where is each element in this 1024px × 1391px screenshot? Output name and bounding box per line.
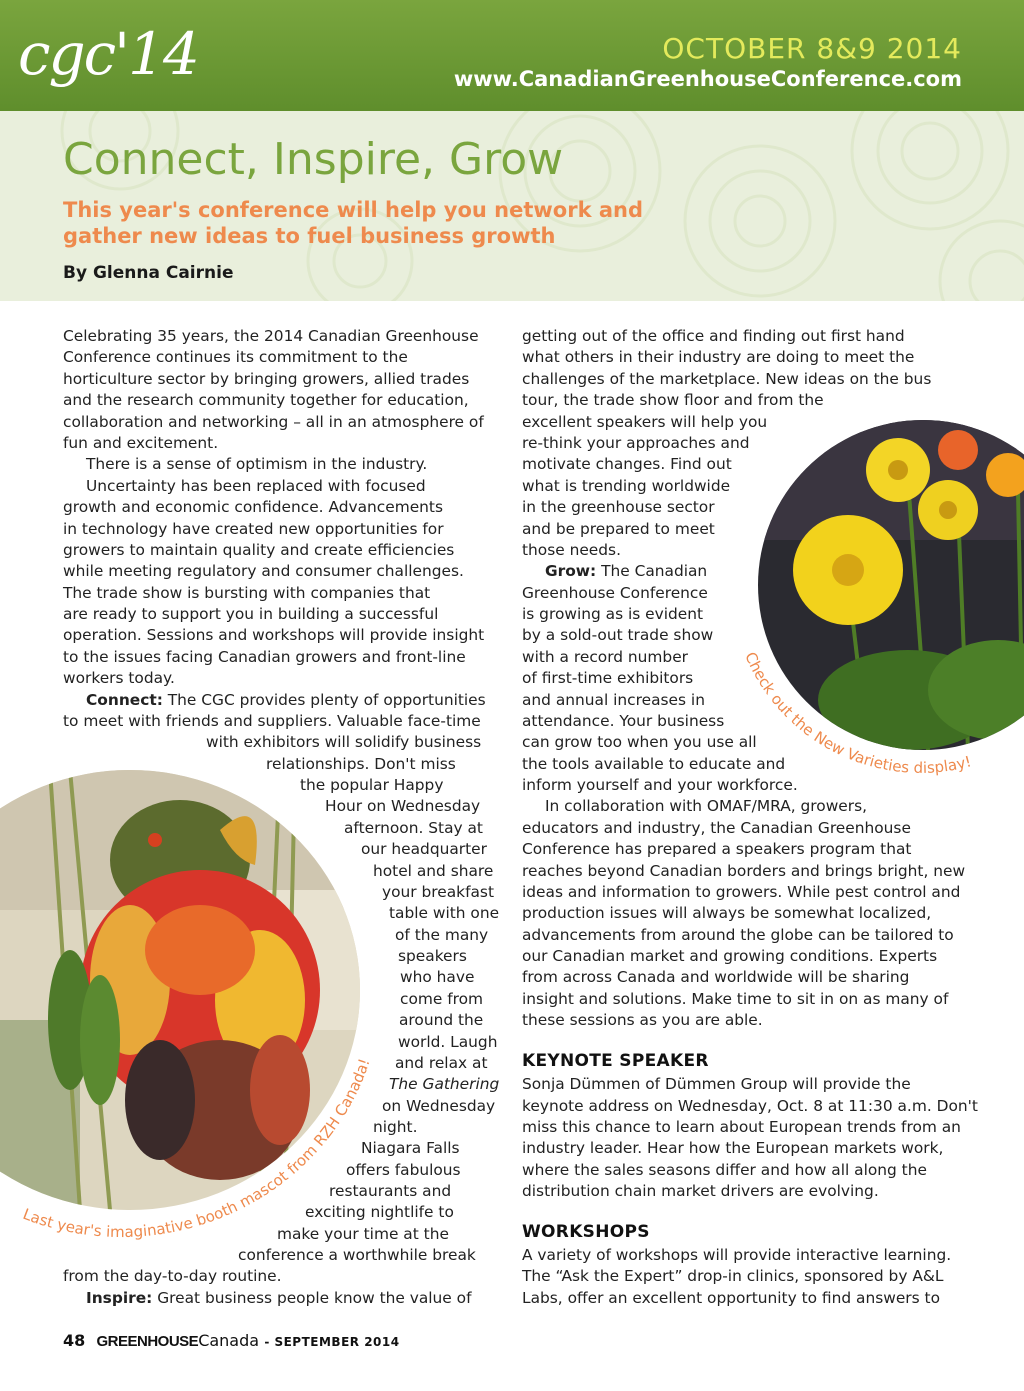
text-line: educators and industry, the Canadian Greenhouse [522,819,911,837]
magazine-name-suffix: Canada [198,1331,260,1350]
cgc-logo: cgc'14 [18,20,198,88]
text-span: Great business people know the value of [157,1289,472,1307]
text-line: insight and solutions. Make time to sit in on as many of [522,990,949,1008]
keynote-heading: KEYNOTE SPEAKER [522,1051,709,1071]
text-line: in technology have created new opportunities for [63,520,444,538]
text-line: The Gathering [389,1075,500,1093]
text-line: miss this chance to learn about European trends from an [522,1118,961,1136]
text-line: production issues will always be somewhat localized, [522,904,932,922]
text-line [545,561,707,582]
text-line: Conference has prepared a speakers program that [522,840,912,858]
flower-caption-text: Check out the New Varieties display! [741,649,974,777]
page-footer [63,1331,400,1350]
text-line: world. Laugh [398,1033,498,1051]
text-line: fun and excitement. [63,434,219,452]
text-line: what is trending worldwide [522,477,731,495]
text-line: advancements from around the globe can be tailored to [522,926,954,944]
text-line: exciting nightlife to [305,1203,454,1221]
text-line: motivate changes. Find out [522,455,732,473]
text-line: on Wednesday [382,1097,496,1115]
text-line: The trade show is bursting with companies that [63,584,431,602]
magazine-name: GREENHOUSE [96,1333,199,1350]
conference-dates: OCTOBER 8&9 2014 [662,32,962,65]
text-line: There is a sense of optimism in the industry. [86,455,428,473]
text-line: keynote address on Wednesday, Oct. 8 at 11:30 a.m. Don't [522,1097,978,1115]
text-line: distribution chain market drivers are evolving. [522,1182,879,1200]
article-subtitle [63,197,663,249]
text-line: Uncertainty has been replaced with focused [86,477,426,495]
grow-label: Grow: [545,562,597,580]
subtitle-line: gather new ideas to fuel business growth [63,224,556,248]
text-line: collaboration and networking – all in an atmosphere of [63,413,484,431]
text-line: attendance. Your business [522,712,725,730]
text-line: make your time at the [277,1225,449,1243]
conference-url[interactable]: www.CanadianGreenhouseConference.com [453,67,962,91]
gerbera-flowers-image [758,420,1024,750]
text-line: ideas and information to growers. While pest control and [522,883,961,901]
text-line: Celebrating 35 years, the 2014 Canadian Greenhouse [63,327,479,345]
text-line: of the many [395,926,489,944]
text-line: from across Canada and worldwide will be sharing [522,968,910,986]
text-line: relationships. Don't miss [266,755,456,773]
connect-label: Connect: [86,691,163,709]
text-line: our Canadian market and growing conditions. Experts [522,947,938,965]
text-line: who have [400,968,475,986]
text-line: come from [400,990,484,1008]
text-line: and be prepared to meet [522,520,715,538]
mascot-caption-text: Last year's imaginative booth mascot from RZH Canada! [20,1056,374,1242]
workshops-heading: WORKSHOPS [522,1222,650,1242]
text-line: afternoon. Stay at [344,819,483,837]
text-line: Niagara Falls [361,1139,460,1157]
text-line: offers fabulous [346,1161,461,1179]
text-line: challenges of the marketplace. New ideas on the bus [522,370,932,388]
text-line: where the sales seasons differ and how all along the [522,1161,927,1179]
text-line: our headquarter [361,840,487,858]
inspire-label: Inspire: [86,1289,153,1307]
text-line: operation. Sessions and workshops will provide insight [63,626,485,644]
text-line: reaches beyond Canadian borders and brings bright, new [522,862,966,880]
mascot-photo [0,770,360,1210]
text-line: restaurants and [329,1182,452,1200]
text-line: the tools available to educate and [522,755,786,773]
issue-date: - SEPTEMBER 2014 [264,1335,400,1349]
text-line: and the research community together for education, [63,391,469,409]
text-line: your breakfast [382,883,494,901]
text-line: Labs, offer an excellent opportunity to find answers to [522,1289,940,1307]
text-line: those needs. [522,541,621,559]
text-line: what others in their industry are doing to meet the [522,348,915,366]
text-line: inform yourself and your workforce. [522,776,798,794]
text-span: The CGC provides plenty of opportunities [167,691,486,709]
text-line: Greenhouse Conference [522,584,708,602]
article-title: Connect, Inspire, Grow [63,134,564,185]
top-banner [0,0,1024,111]
page-number: 48 [63,1331,86,1350]
text-line: workers today. [63,669,175,687]
subtitle-line: This year's conference will help you network and [63,198,644,222]
text-line: with exhibitors will solidify business [206,733,482,751]
byline: By Glenna Cairnie [63,263,234,283]
text-line: with a record number [522,648,688,666]
text-line: and relax at [395,1054,488,1072]
text-line: are ready to support you in building a successful [63,605,439,623]
text-line: can grow too when you use all [522,733,757,751]
text-span: The Canadian [601,562,708,580]
flower-photo [758,420,1024,750]
text-line: growth and economic confidence. Advancements [63,498,443,516]
text-line: Sonja Dümmen of Dümmen Group will provide the [522,1075,911,1093]
parrot-mascot-image [0,770,360,1210]
text-line: by a sold-out trade show [522,626,714,644]
text-line: re-think your approaches and [522,434,750,452]
text-line: the popular Happy [300,776,444,794]
text-line [86,1288,472,1309]
text-line: to the issues facing Canadian growers and front-line [63,648,466,666]
text-line: Conference continues its commitment to the [63,348,408,366]
text-line: A variety of workshops will provide interactive learning. [522,1246,952,1264]
text-line: In collaboration with OMAF/MRA, growers, [545,797,868,815]
text-line: conference a worthwhile break [238,1246,476,1264]
text-line: around the [399,1011,484,1029]
text-line: of first-time exhibitors [522,669,694,687]
text-line: speakers [398,947,467,965]
text-line: while meeting regulatory and consumer challenges. [63,562,464,580]
text-line: in the greenhouse sector [522,498,715,516]
text-line: these sessions as you are able. [522,1011,763,1029]
text-line: horticulture sector by bringing growers, allied trades [63,370,470,388]
text-line: excellent speakers will help you [522,413,768,431]
text-line: to meet with friends and suppliers. Valuable face-time [63,712,481,730]
text-line: from the day-to-day routine. [63,1267,282,1285]
text-line [86,690,486,711]
text-line: Hour on Wednesday [325,797,481,815]
text-line: hotel and share [373,862,494,880]
text-line: tour, the trade show floor and from the [522,391,824,409]
text-line: is growing as is evident [522,605,704,623]
text-line: and annual increases in [522,691,705,709]
text-line: table with one [389,904,500,922]
text-line: industry leader. Hear how the European markets work, [522,1139,944,1157]
text-line: night. [373,1118,418,1136]
text-line: The “Ask the Expert” drop-in clinics, sponsored by A&L [522,1267,944,1285]
text-line: getting out of the office and finding out first hand [522,327,905,345]
text-line: growers to maintain quality and create efficiencies [63,541,455,559]
